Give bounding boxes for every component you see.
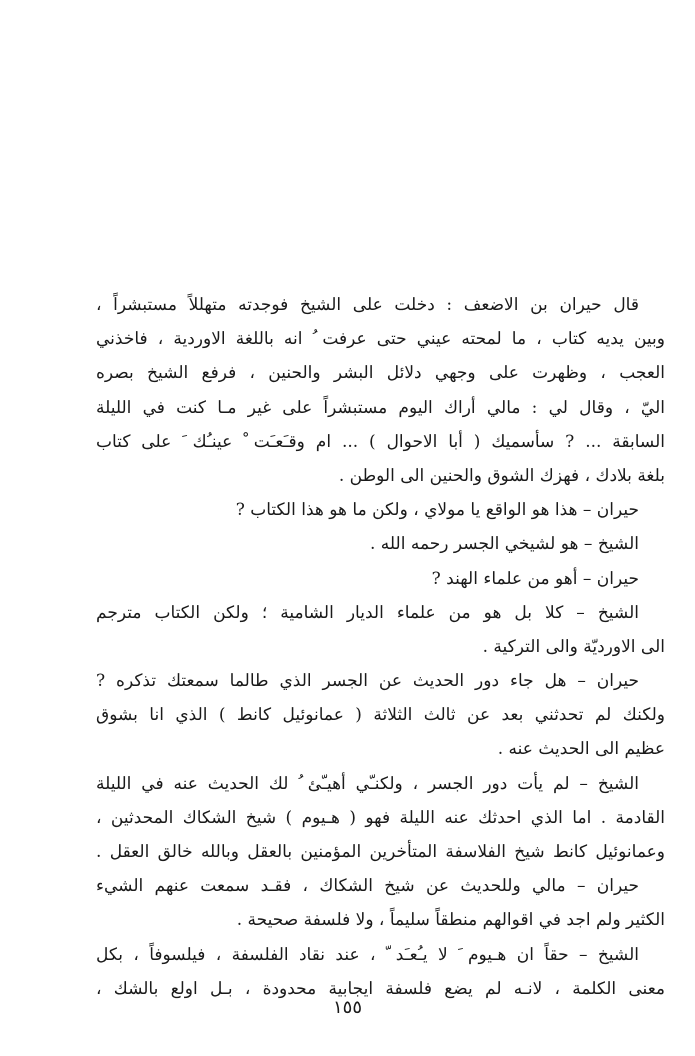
text-line: وعمانوئيل كانط شيخ الفلاسفة المتأخرين المؤمنين بالعقل وبالله خالق العقل .	[96, 842, 665, 862]
text-line: معنى الكلمة ، لانـه لم يضع فلسفة ايجابية محدودة ، بـل اولع بالشك ،	[96, 978, 665, 999]
text-line: السابقة ... ? سأسميك ( أبا الاحوال ) ... ام وقـَعـَت ْ عينـُك َ على كتاب	[96, 431, 665, 452]
text-line: حيران – هل جاء دور الحديث عن الجسر الذي طالما سمعتك تذكره ?	[96, 671, 639, 692]
text-line: الشيخ – هو لشيخي الجسر رحمه الله .	[370, 534, 639, 555]
body-text	[96, 288, 665, 1006]
text-line: حيران – هذا هو الواقع يا مولاي ، ولكن ما هو هذا الكتاب ?	[235, 500, 639, 521]
text-line: عظيم الى الحديث عنه .	[497, 739, 665, 760]
text-line: وبين يديه كتاب ، ما لمحته عيني حتى عرفت ُ انه باللغة الاوردية ، فاخذني	[96, 329, 665, 350]
text-line: بلغة بلادك ، فهزك الشوق والحنين الى الوطن .	[338, 465, 665, 486]
text-line: الى الاورديّة والى التركية .	[482, 636, 665, 657]
text-line: القادمة . اما الذي احدثك عنه الليلة فهو ( هـيوم ) شيخ الشكاك المحدثين ،	[96, 807, 665, 828]
text-line: العجب ، وظهرت على وجهي دلائل البشر والحنين ، فرفع الشيخ بصره	[96, 363, 665, 384]
text-line: قال حيران بن الاضعف : دخلت على الشيخ فوجدته متهللاً مستبشراً ،	[96, 295, 639, 315]
text-line: الكثير ولم اجد في اقوالهم منطقاً سليماً ، ولا فلسفة صحيحة .	[236, 910, 665, 931]
page-number: ١٥٥	[332, 997, 362, 1018]
text-line: الشيخ – حقاً ان هـيوم َ لا يـُعـَد ّ ، عند نقاد الفلسفة ، فيلسوفاً ، بكل	[96, 944, 639, 965]
text-line: حيران – أهو من علماء الهند ?	[431, 568, 639, 589]
text-line: حيران – مالي وللحديث عن شيخ الشكاك ، فقـد سمعت عنهم الشيء	[96, 876, 639, 897]
text-line: اليّ ، وقال لي : مالي أراك اليوم مستبشراً على غير مـا كنت في الليلة	[96, 397, 665, 418]
text-line: ولكنك لم تحدثني بعد عن ثالث الثلاثة ( عمانوئيل كانط ) الذي انا بشوق	[96, 705, 665, 726]
text-line: الشيخ – لم يأت دور الجسر ، ولكنـّي أهيـّئ ُ لك الحديث عنه في الليلة	[96, 773, 639, 794]
text-line: الشيخ – كلا بل هو من علماء الديار الشامية ؛ ولكن الكتاب مترجم	[96, 602, 639, 623]
